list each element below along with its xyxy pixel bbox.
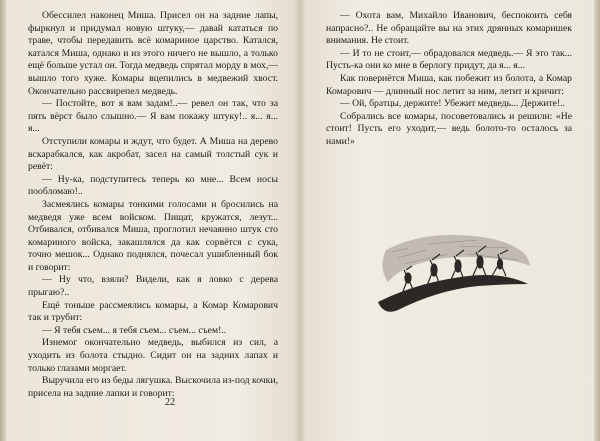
left-page — [28, 10, 278, 400]
paragraph: — Ну-ка, подступитесь теперь ко мне... Всем носы пообломаю!.. — [28, 173, 278, 198]
page-number: 22 — [165, 397, 175, 408]
paragraph: Как повернётся Миша, как побежит из болота, а Комар Комарович — длинный нос летит за ним, летит и кричит: — [326, 72, 572, 97]
mosquitoes-on-branch-illustration — [368, 220, 536, 330]
paragraph: — Постойте, вот я вам задам!..— ревел он так, что за пять вёрст было слышно.— Я вам покажу штуку!.. я... я... я... — [28, 98, 278, 135]
paragraph: — Ой, братцы, держите! Убежит медведь... Держите!.. — [340, 98, 566, 110]
paragraph: Изнемог окончательно медведь, выбился из сил, а уходить из болота стыдно. Сидит он на задних лапах и только глазами моргает. — [28, 337, 278, 374]
paragraph: — Я тебя съем... я тебя съем... съем... съем!.. — [42, 324, 227, 336]
paragraph: Ещё тоньше рассмеялись комары, а Комар Комарович так и трубит: — [28, 299, 278, 324]
paragraph: — Охота вам, Михайло Иванович, беспокоить себя напрасно?.. Не обращайте вы на этих дрянных комаришек внимания. Не стоит. — [326, 10, 572, 47]
page-edge-right — [594, 0, 600, 441]
paragraph: Выручила его из беды лягушка. Выскочила из-под кочки, присела на задние лапки и говорит: — [28, 375, 278, 399]
branch — [378, 275, 528, 312]
paragraph: — Ну что, взяли? Видели, как я ловко с дерева прыгаю?.. — [28, 274, 278, 299]
paragraph: Отступили комары и ждут, что будет. А Миша на дерево вскарабкался, как акробат, засел на самый толстый сук и ревёт: — [28, 135, 278, 173]
paragraph: Засмеялись комары тонкими голосами и бросились на медведя уже всем войском. Пищат, кружатся, лезут... Отбивался, отбивался Миша, проглотил нечаянно штук сто комариного войска, закашлялся да как сорвётся с сука, точно мешок... Однако поднялся, почесал ушибленный бок и говорит: — [28, 198, 278, 273]
paragraph: Собрались все комары, посоветовались и решили: «Не стоит! Пусть его уходит,— ведь болото-то осталось за нами!» — [326, 110, 572, 147]
page-edge-left — [0, 0, 6, 441]
right-page — [326, 10, 572, 149]
paragraph: Обессилел наконец Миша. Присел он на задние лапы, фыркнул и придумал новую штуку,— давай кататься по траве, чтобы передавить всё комариное царство. Катался, катался Миша, однако и из этого ничего не вышло, а только ещё больше устал он. Тогда медведь спрятал морду в мох,— вышло того хуже. Комары вцепились в медвежий хвост. Окончательно рассвирепел медведь. — [28, 10, 278, 97]
paragraph: — И то не стоит,— обрадовался медведь.— Я это так... Пусть-ка они ко мне в берлогу придут, да я... я... — [326, 47, 572, 72]
